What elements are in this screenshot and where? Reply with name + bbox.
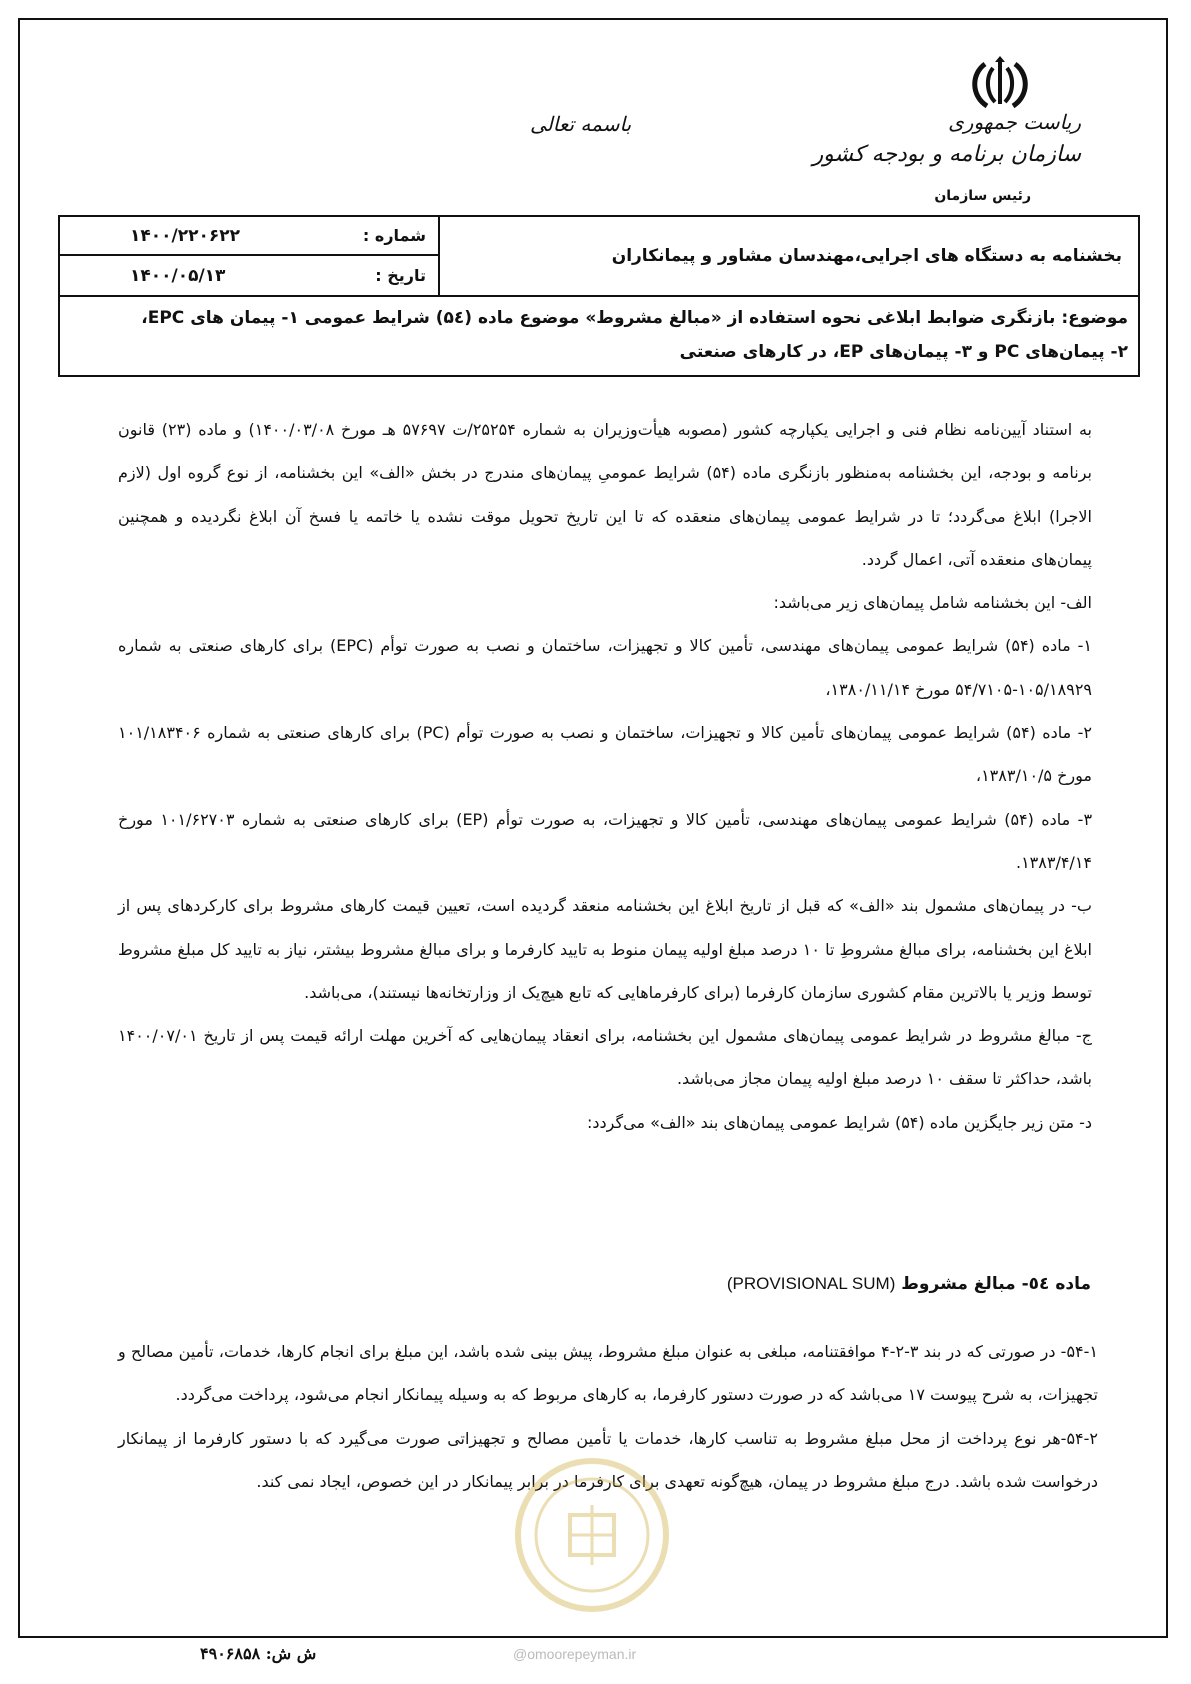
article-title-fa: ماده ٥٤- مبالغ مشروط [901, 1274, 1091, 1294]
article-clause-1: ۵۴-۱- در صورتی که در بند ۳-۲-۴ موافقتنامه، مبلغی به عنوان مبلغ مشروط، پیش بینی شده باشد، این مبلغ برای انجام کارها، خدمات، تأمین مصالح و تجهیزات، به شرح پیوست ۱۷ می‌باشد که در صورت دستور کارفرما، به کارهای مربوط که به وسیله پیمانکار انجام می‌شود، پرداخت می‌گردد. [118, 1342, 1099, 1405]
subject-line-1: موضوع: بازنگری ضوابط ابلاغی نحوه استفاده از «مبالغ مشروط» موضوع ماده (۵٤) شرایط عمومی ۱- پیمان های EPC، [141, 308, 1128, 328]
letter-meta [60, 217, 440, 295]
subject-box [58, 295, 1140, 377]
footer-code: ش ش: ۴۹۰۶۸۵۸ [200, 1644, 317, 1663]
paragraph-section-c: ج- مبالغ مشروط در شرایط عمومی پیمان‌های مشمول این بخشنامه، برای انعقاد پیمان‌هایی که آخرین مهلت ارائه قیمت پس از تاریخ ۱۴۰۰/۰۷/۰۱ باشد، حداکثر تا سقف ۱۰ درصد مبلغ اولیه پیمان مجاز می‌باشد. [118, 1026, 1092, 1089]
website-watermark: @omoorepeyman.ir [513, 1646, 637, 1662]
paragraph-item-1: ۱- ماده (۵۴) شرایط عمومی پیمان‌های مهندسی، تأمین کالا و تجهیزات، ساختمان و نصب به صورت توأم (EPC) برای کارهای صنعتی به شماره ۱۰۵/۱۸۹۲۹-۵۴/۷۱۰۵ مورخ ۱۳۸۰/۱۱/۱۴، [118, 636, 1093, 699]
org-name: سازمان برنامه و بودجه کشور [812, 142, 1081, 167]
article-title [727, 1274, 1091, 1294]
org-presidency: ریاست جمهوری [948, 110, 1081, 134]
letter-header-box [58, 215, 1140, 297]
paragraph-item-3: ۳- ماده (۵۴) شرایط عمومی پیمان‌های مهندسی، تأمین کالا و تجهیزات، به صورت توأم (EP) برای کارهای صنعتی به شماره ۱۰۱/۶۲۷۰۳ مورخ ۱۳۸۳/۴/۱۴. [118, 809, 1093, 872]
iran-emblem-icon [965, 56, 1035, 112]
number-row [60, 217, 438, 256]
letter-body [118, 408, 1092, 1144]
org-head-title: رئیس سازمان [934, 188, 1031, 204]
paragraph-section-d: د- متن زیر جایگزین ماده (۵۴) شرایط عمومی پیمان‌های بند «الف» می‌گردد: [587, 1112, 1092, 1132]
subject-line-2: ۲- پیمان‌های PC و ۳- پیمان‌های EP، در کارهای صنعتی [679, 342, 1128, 362]
paragraph-section-b: ب- در پیمان‌های مشمول بند «الف» که قبل از تاریخ ابلاغ این بخشنامه منعقد گردیده است، تعیین قیمت کارهای مشروط برای کارکردهای پس از ابلاغ این بخشنامه، برای مبالغ مشروطِ تا ۱۰ درصد مبلغ اولیه پیمان منوط به تایید کارفرما و برای مبالغ مشروط بیشتر، نیاز به تایید کل مبلغ مشروط توسط وزیر یا بالاترین مقام کشوری سازمان کارفرما (برای کارفرماهایی که تابع هیچ‌یک از وزارتخانه‌ها نیستند)، می‌باشد. [118, 896, 1093, 1002]
basmala: باسمه تعالی [530, 112, 632, 136]
watermark-seal-icon [512, 1455, 672, 1615]
date-value: ۱۴۰۰/۰۵/۱۳ [130, 265, 226, 286]
number-label: شماره : [362, 226, 426, 245]
date-row [60, 256, 438, 295]
recipient: بخشنامه به دستگاه های اجرایی،مهندسان مشاور و پیمانکاران [611, 246, 1122, 266]
paragraph-item-2: ۲- ماده (۵۴) شرایط عمومی پیمان‌های تأمین کالا و تجهیزات، ساختمان و نصب به صورت توأم (PC) برای کارهای صنعتی به شماره ۱۰۱/۱۸۳۴۰۶ مورخ ۱۳۸۳/۱۰/۵، [118, 723, 1092, 786]
article-title-en: (PROVISIONAL SUM) [726, 1274, 896, 1293]
date-label: تاریخ : [375, 266, 426, 285]
article-clause-2: ۵۴-۲-هر نوع پرداخت از محل مبلغ مشروط به تناسب کارها، خدمات یا تأمین مصالح و تجهیزاتی صورت می‌گیرد که با دستور کارفرما از پیمانکار درخواست شده باشد. درج مبلغ مشروط در پیمان، هیچ‌گونه تعهدی برای کارفرما در برابر پیمانکار در این خصوص، ایجاد نمی کند. [118, 1428, 1098, 1491]
paragraph-section-a: الف- این بخشنامه شامل پیمان‌های زیر می‌باشد: [773, 593, 1092, 613]
paragraph-preamble: به استناد آیین‌نامه نظام فنی و اجرایی یکپارچه کشور (مصوبه هیأت‌وزیران به شماره ۲۵۲۵۴/ت ۵۷۶۹۷ هـ مورخ ۱۴۰۰/۰۳/۰۸) و ماده (۲۳) قانون برنامه و بودجه، این بخشنامه به‌منظور بازنگری ماده (۵۴) شرایط عمومیِ پیمان‌های مندرج در بخش «الف» این بخشنامه، از نوع گروه اول (لازم الاجرا) ابلاغ می‌گردد؛ تا در شرایط عمومی پیمان‌های منعقده که تا این تاریخ تحویل موقت نشده یا خاتمه یا فسخ آن ابلاغ نگردیده و همچنین پیمان‌های منعقده آتی، اعمال گردد. [118, 420, 1092, 569]
number-value: ۱۴۰۰/۲۲۰۶۲۲ [130, 225, 240, 246]
